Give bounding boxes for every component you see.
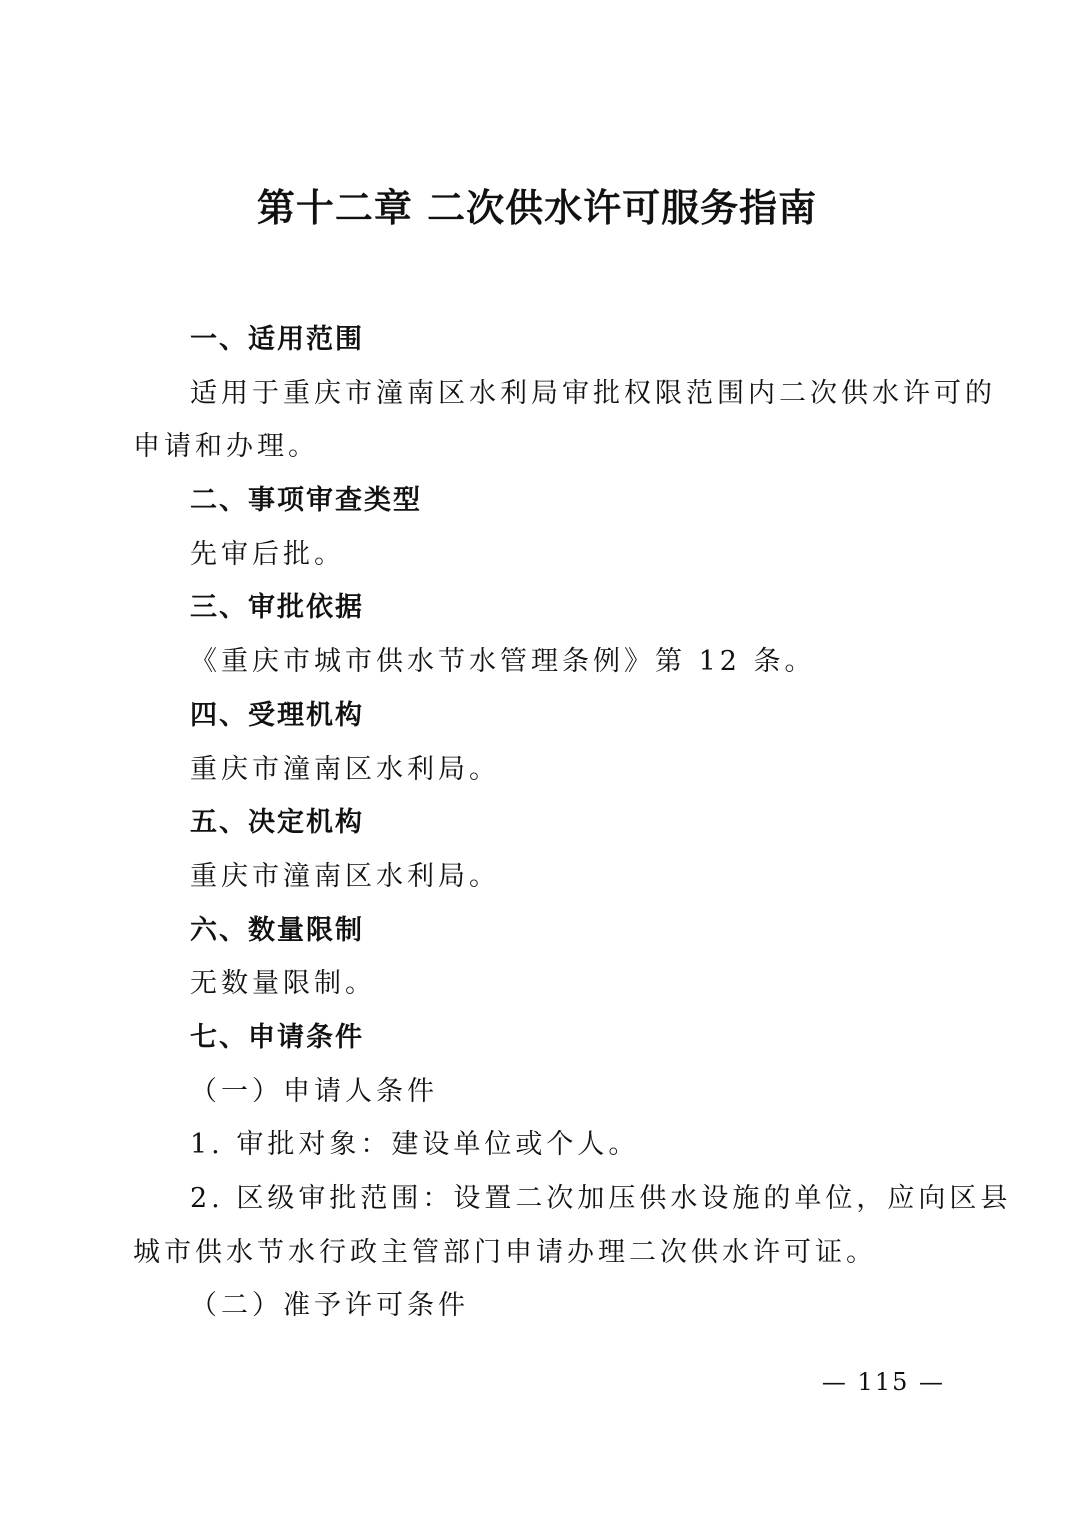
paragraph-accepting-agency: 重庆市潼南区水利局。 (190, 753, 500, 785)
list-item-district-scope-line1: 2. 区级审批范围：设置二次加压供水设施的单位，应向区县 (190, 1183, 1012, 1214)
paragraph-quantity-limit: 无数量限制。 (190, 968, 376, 1000)
page-number: — 115 — (821, 1368, 945, 1396)
section-heading-accepting-agency: 四、受理机构 (190, 699, 364, 731)
section-heading-quantity-limit: 六、数量限制 (190, 914, 364, 946)
subheading-applicant-conditions: （一）申请人条件 (190, 1075, 438, 1107)
paragraph-scope-line1: 适用于重庆市潼南区水利局审批权限范围内二次供水许可的 (190, 377, 996, 409)
section-heading-conditions: 七、申请条件 (190, 1021, 364, 1053)
subheading-approval-conditions: （二）准予许可条件 (190, 1290, 469, 1322)
list-item-approval-object: 1. 审批对象：建设单位或个人。 (190, 1129, 640, 1161)
list-item-district-scope-line2: 城市供水节水行政主管部门申请办理二次供水许可证。 (133, 1236, 877, 1268)
paragraph-basis: 《重庆市城市供水节水管理条例》第 12 条。 (190, 646, 816, 678)
paragraph-deciding-agency: 重庆市潼南区水利局。 (190, 860, 500, 892)
section-heading-deciding-agency: 五、决定机构 (190, 807, 364, 839)
section-heading-review-type: 二、事项审查类型 (190, 485, 422, 517)
chapter-title: 第十二章 二次供水许可服务指南 (256, 186, 818, 230)
section-heading-scope: 一、适用范围 (190, 324, 364, 355)
paragraph-scope-line2: 申请和办理。 (133, 431, 319, 463)
section-heading-basis: 三、审批依据 (190, 592, 364, 624)
paragraph-review-type: 先审后批。 (190, 538, 345, 570)
document-body (133, 313, 1012, 1333)
